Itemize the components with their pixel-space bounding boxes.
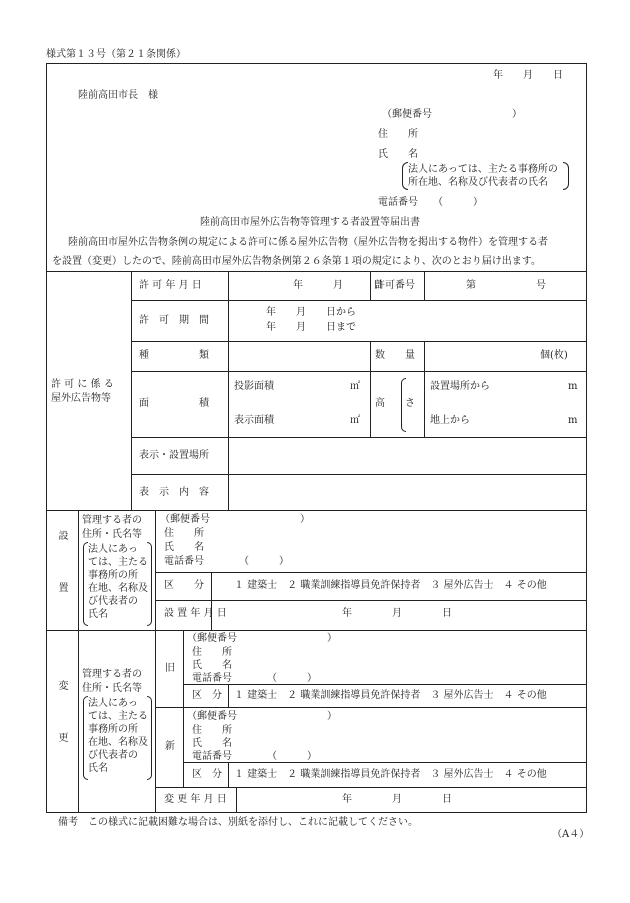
- change-old-phone: 電話番号 （ ）: [192, 673, 317, 684]
- permit-height-label: 高 さ: [375, 398, 415, 409]
- change-col-line: [78, 630, 79, 813]
- setup-manager-1: 管理する者の: [82, 515, 142, 526]
- change-date-label: 変 更 年 月 日: [164, 794, 227, 805]
- setup-class-options: １ 建築士 ２ 職業訓練指導員免許保持者 ３ 屋外広告士 ４ その他: [234, 580, 547, 591]
- change-top-line: [46, 630, 587, 631]
- change-old-class-label: 区 分: [192, 690, 222, 701]
- form-number: 様式第１３号（第２１条関係）: [46, 49, 186, 60]
- permit-date-value: 年 月 日: [293, 280, 383, 291]
- paper-size: （A４）: [552, 829, 590, 840]
- change-old-postal: （郵便番号 ）: [187, 633, 337, 644]
- permit-row-line: [131, 371, 587, 372]
- permit-content-label: 表 示 内 容: [139, 487, 209, 498]
- permit-number-label: 許可番号: [375, 280, 415, 291]
- setup-top-line: [46, 510, 587, 511]
- setup-name: 氏 名: [164, 542, 204, 553]
- change-note-5: び代表者の: [88, 750, 138, 761]
- bracket-right: [563, 162, 569, 190]
- change-new-class-options: １ 建築士 ２ 職業訓練指導員免許保持者 ３ 屋外広告士 ４ その他: [234, 769, 547, 780]
- setup-note-2: ては、主たる: [88, 557, 148, 568]
- intro-line-2: を設置（変更）したので、陸前高田市屋外広告物条例第２６条第１項の規定により、次のとおり届け出ます。: [52, 256, 541, 267]
- permit-proj-area: 投影面積: [234, 381, 274, 392]
- permit-disp-area-unit: ㎡: [350, 415, 360, 426]
- date-line: 年 月 日: [493, 70, 563, 81]
- permit-row-line: [131, 341, 587, 342]
- setup-note-4: 在地、名称及: [88, 583, 148, 594]
- permit-from-ground-unit: m: [568, 415, 578, 426]
- setup-date-value: 年 月 日: [342, 608, 452, 619]
- setup-note-3: 事務所の所: [88, 570, 138, 581]
- setup-row-line: [155, 572, 587, 573]
- change-inner-line: [228, 684, 229, 707]
- permit-period-from: 年 月 日から: [266, 307, 356, 318]
- change-old-name: 氏 名: [192, 660, 232, 671]
- setup-label: 設置: [56, 530, 67, 634]
- permit-period-to: 年 月 日まで: [266, 322, 356, 333]
- change-row-line: [183, 684, 587, 685]
- change-new-phone: 電話番号 （ ）: [192, 751, 317, 762]
- change-date-value: 年 月 日: [342, 794, 452, 805]
- change-manager-2: 住所・氏名等: [82, 683, 142, 694]
- permit-inner-line: [424, 341, 425, 437]
- applicant-name-label: 氏 名: [378, 149, 418, 160]
- change-row-line: [183, 762, 587, 763]
- corp-note-1: 法人にあっては、主たる事務所の: [408, 164, 558, 175]
- document-title: 陸前高田市屋外広告物等管理する者設置等届出書: [200, 217, 420, 228]
- permit-type-label: 種 類: [139, 350, 209, 361]
- addressee: 陸前高田市長 様: [78, 90, 158, 101]
- change-inner-line: [236, 787, 237, 813]
- permit-inner-line: [370, 341, 371, 437]
- change-old-class-options: １ 建築士 ２ 職業訓練指導員免許保持者 ３ 屋外広告士 ４ その他: [234, 690, 547, 701]
- change-new-name: 氏 名: [192, 738, 232, 749]
- setup-phone: 電話番号 （ ）: [164, 556, 289, 567]
- change-note-6: 氏名: [88, 763, 108, 774]
- setup-address: 住 所: [164, 528, 204, 539]
- permit-location-label: 表示・設置場所: [139, 450, 209, 461]
- change-note-2: ては、主たる: [88, 711, 148, 722]
- applicant-phone: 電話番号 （ ）: [378, 197, 483, 208]
- setup-inner-line: [211, 572, 212, 630]
- change-row-line: [155, 787, 587, 788]
- height-bracket: [401, 378, 406, 432]
- change-new-class-label: 区 分: [192, 769, 222, 780]
- change-manager-1: 管理する者の: [82, 669, 142, 680]
- change-old-label: 旧: [165, 663, 175, 674]
- permit-period-label: 許 可 期 間: [139, 315, 209, 326]
- permit-proj-area-unit: ㎡: [350, 381, 360, 392]
- setup-note-6: 氏名: [88, 609, 108, 620]
- permit-inner-line: [424, 271, 425, 300]
- change-new-address: 住 所: [192, 725, 232, 736]
- setup-col-line: [78, 510, 79, 630]
- applicant-address-label: 住 所: [378, 129, 418, 140]
- permit-from-ground: 地上から: [430, 415, 470, 426]
- change-row-line: [155, 707, 587, 708]
- corp-note-2: 所在地、名称及び代表者の氏名: [408, 177, 548, 188]
- change-note-1: 法人にあっ: [88, 698, 138, 709]
- setup-postal: （郵便番号 ）: [160, 514, 310, 525]
- permit-row-line: [131, 300, 587, 301]
- permit-number-value: 第 号: [466, 280, 546, 291]
- change-sub-line: [183, 630, 184, 787]
- setup-row-line: [155, 600, 587, 601]
- intro-line-1: 陸前高田市屋外広告物条例の規定による許可に係る屋外広告物（屋外広告物を掲出する物件）を管理する者: [68, 237, 548, 248]
- setup-note-5: び代表者の: [88, 596, 138, 607]
- permit-disp-area: 表示面積: [234, 415, 274, 426]
- permit-section-label-1: 許 可 に 係 る: [51, 379, 114, 390]
- change-label: 変更: [56, 680, 67, 784]
- setup-date-label: 設 置 年 月 日: [164, 608, 227, 619]
- footer-note: 備考 この様式に記載困難な場合は、別紙を添付し、これに記載してください。: [58, 817, 418, 828]
- applicant-postal: （郵便番号 ）: [382, 109, 522, 120]
- change-inner-line: [228, 762, 229, 787]
- setup-manager-2: 住所・氏名等: [82, 529, 142, 540]
- permit-row-line: [131, 437, 587, 438]
- change-col-line: [155, 630, 156, 813]
- permit-from-site: 設置場所から: [430, 381, 490, 392]
- setup-col-line: [155, 510, 156, 630]
- setup-note-1: 法人にあっ: [88, 544, 138, 555]
- change-new-postal: （郵便番号 ）: [187, 711, 337, 722]
- table-top-line: [46, 271, 587, 272]
- permit-area-label: 面 積: [139, 398, 209, 409]
- permit-from-site-unit: m: [568, 381, 578, 392]
- change-note-4: 在地、名称及: [88, 737, 148, 748]
- permit-count-label: 数 量: [375, 350, 415, 361]
- permit-section-label-2: 屋外広告物等: [51, 393, 111, 404]
- permit-date-label: 許 可 年 月 日: [139, 280, 202, 291]
- permit-count-unit: 個(枚): [540, 350, 568, 361]
- change-new-label: 新: [165, 741, 175, 752]
- permit-row-line: [131, 474, 587, 475]
- change-old-address: 住 所: [192, 647, 232, 658]
- setup-class-label: 区 分: [164, 580, 204, 591]
- change-note-3: 事務所の所: [88, 724, 138, 735]
